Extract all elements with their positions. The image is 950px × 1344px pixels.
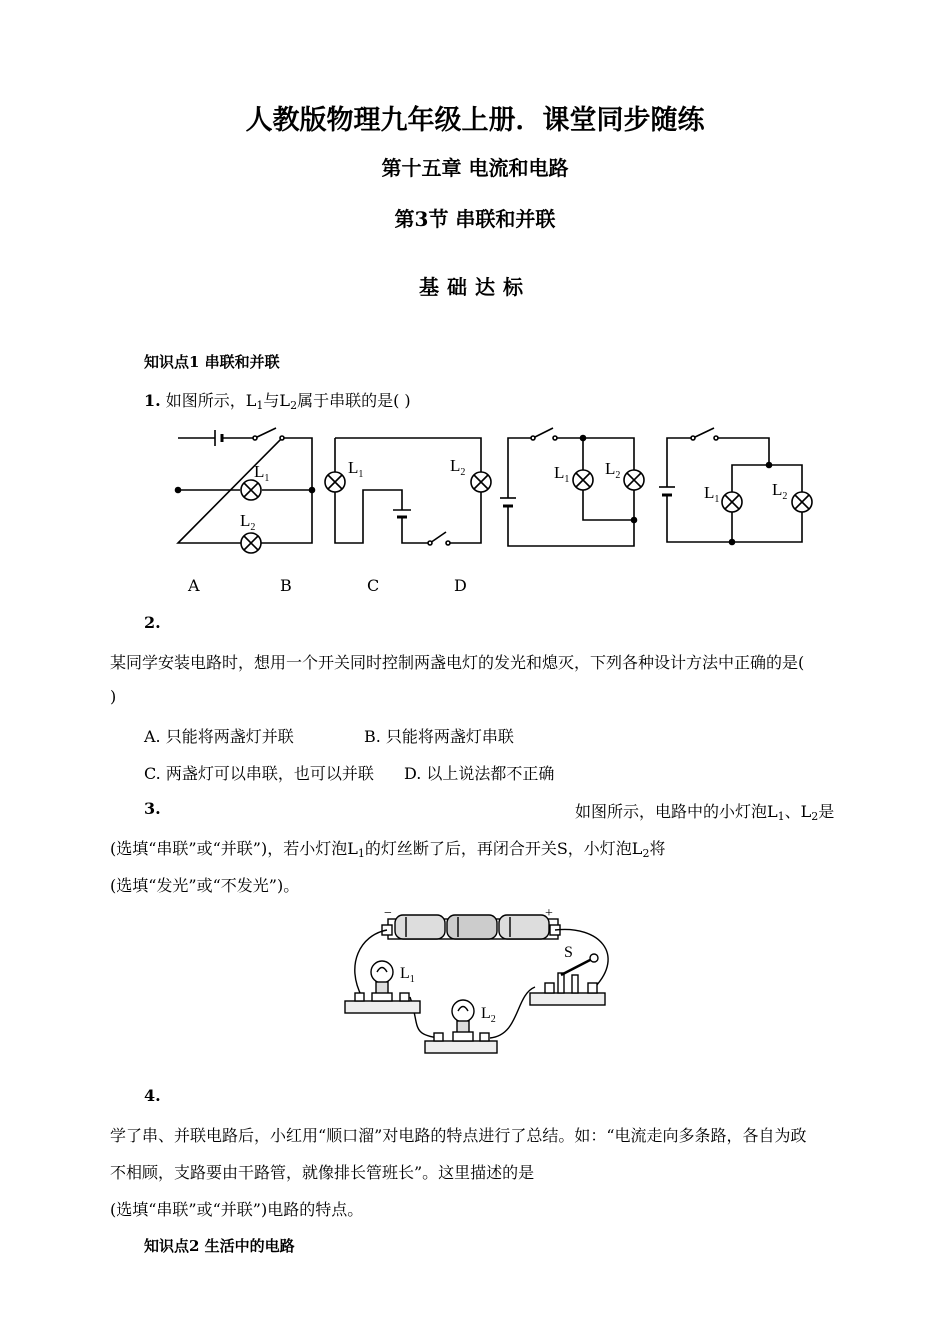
bulb-l2-label: $L_2$ (481, 1005, 496, 1025)
question-2-text: 某同学安装电路时，想用一个开关同时控制两盏电灯的发光和熄灭，下列各种设计方法中正确的是( (110, 653, 805, 672)
label-a-l1: $L_1$ (254, 462, 270, 484)
question-1-circuits (0, 420, 950, 560)
circuit-d (659, 428, 812, 545)
circuit-b (325, 438, 491, 545)
question-2-number: 2. (144, 613, 161, 632)
circuit-c (500, 428, 644, 546)
question-2-text-cont: ) (110, 687, 117, 706)
battery-positive-label: + (545, 906, 553, 921)
label-c-l2: $L_2$ (605, 459, 621, 481)
battery-cells (395, 915, 549, 939)
label-d-l2: $L_2$ (772, 480, 788, 502)
question-4-line-1: 学了串、并联电路后，小红用“顺口溜”对电路的特点进行了总结。如：“电流走向多条路，各自为政 (110, 1126, 807, 1145)
level-heading: 基础达标 (419, 275, 531, 299)
question-2-option-a: A. 只能将两盏灯并联 (144, 727, 294, 746)
knowledge-point-1: 知识点1 串联和并联 (144, 353, 280, 371)
label-a-l2: $L_2$ (240, 511, 256, 533)
question-4-number: 4. (144, 1086, 161, 1105)
question-3-circuit-illustration (340, 905, 620, 1065)
question-3-line-3: (选填“发光”或“不发光”)。 (110, 876, 300, 895)
figure-label-c: C (367, 576, 380, 595)
knowledge-point-2: 知识点2 生活中的电路 (144, 1237, 295, 1255)
switch-label: S (564, 944, 573, 961)
label-c-l1: $L_1$ (554, 463, 570, 485)
figure-label-a: A (188, 576, 200, 595)
question-4-line-3: (选填“串联”或“并联”)电路的特点。 (110, 1200, 364, 1219)
question-2-option-d: D. 以上说法都不正确 (404, 764, 555, 783)
question-3-line-2: (选填“串联”或“并联”)，若小灯泡$L_1$的灯丝断了后，再闭合开关S，小灯泡$L_2$将 (110, 839, 666, 860)
bulb-l1-label: $L_1$ (400, 965, 415, 985)
question-4-line-2: 不相顾，支路要由干路管，就像排长管班长”。这里描述的是 (110, 1163, 535, 1182)
battery-negative-label: − (384, 906, 392, 921)
question-3-line-1: 如图所示，电路中的小灯泡$L_1$、$L_2$是 (575, 802, 835, 823)
label-b-l2: $L_2$ (450, 456, 466, 478)
question-1-number: 1. (144, 391, 161, 410)
circuit-a (176, 428, 315, 553)
label-b-l1: $L_1$ (348, 458, 364, 480)
question-2-option-b: B. 只能将两盏灯串联 (364, 727, 514, 746)
page-title: 人教版物理九年级上册．课堂同步随练 (245, 105, 705, 136)
section-title: 第3节 串联和并联 (394, 207, 556, 231)
question-3-number: 3. (144, 799, 161, 818)
figure-label-b: B (280, 576, 292, 595)
chapter-title: 第十五章 电流和电路 (381, 156, 569, 180)
label-d-l1: $L_1$ (704, 483, 720, 505)
question-1: 1. 如图所示，$L_1$与$L_2$属于串联的是( ) (144, 391, 411, 412)
question-2-option-c: C. 两盏灯可以串联，也可以并联 (144, 764, 374, 783)
figure-label-d: D (454, 576, 467, 595)
